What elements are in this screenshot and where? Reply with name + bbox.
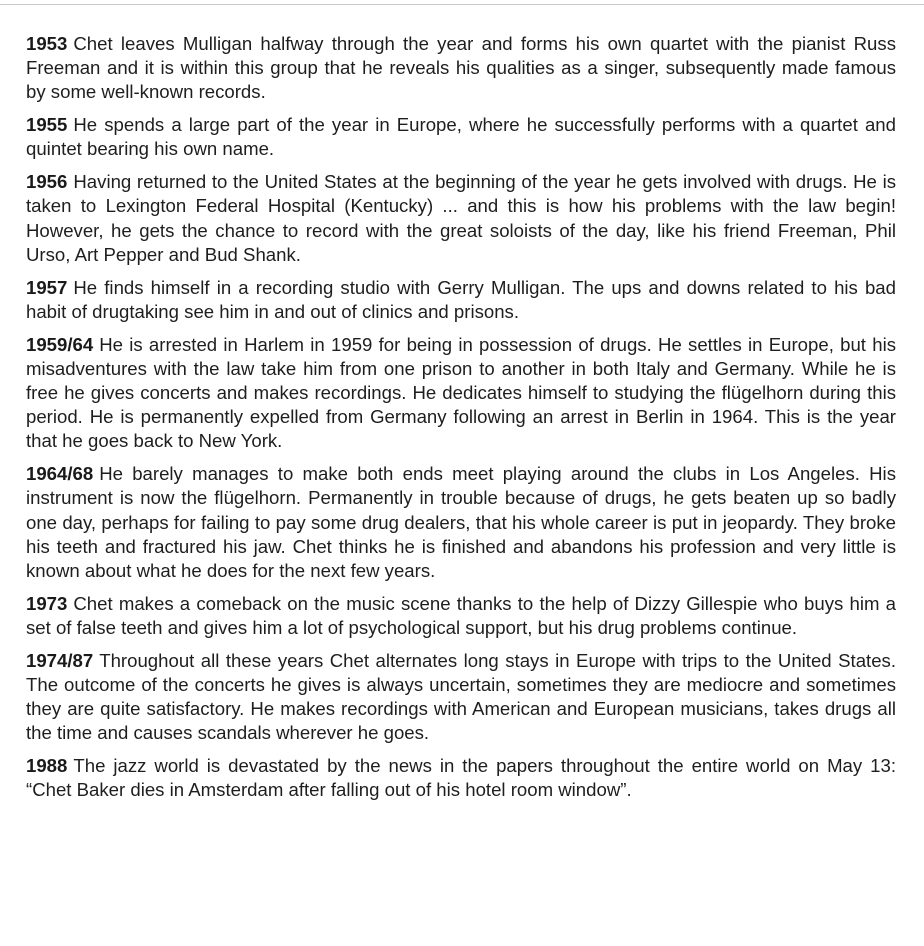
entry-1953 xyxy=(26,32,896,105)
entry-year: 1959/64 xyxy=(26,333,94,355)
entry-year: 1988 xyxy=(26,755,68,777)
top-border-line xyxy=(0,4,924,5)
entry-text: He finds himself in a recording studio with Gerry Mulligan. The ups and downs related to his bad habit of drugtaking see him in and out of clinics and prisons. xyxy=(26,276,896,322)
entry-1988 xyxy=(26,754,896,802)
entry-text: Chet makes a comeback on the music scene thanks to the help of Dizzy Gillespie who buys him a set of false teeth and gives him a lot of psychological support, but his drug problems continue. xyxy=(26,592,896,639)
chronology-text xyxy=(26,32,896,811)
entry-1964-68 xyxy=(26,462,896,583)
entry-1956 xyxy=(26,170,896,267)
entry-1959-64 xyxy=(26,333,896,454)
entry-year: 1956 xyxy=(26,171,68,193)
entry-text: The jazz world is devastated by the news in the papers throughout the entire world on May 13: “Chet Baker dies in Amsterdam after falling out of his hotel room window”. xyxy=(26,755,896,801)
entry-text: He is arrested in Harlem in 1959 for being in possession of drugs. He settles in Europe, but his misadventures with the law take him from one prison to another in both Italy and Germany. While he is free he gives concerts and makes recordings. He dedicates himself to studying the flügelhorn during this period. He is permanently expelled from Germany following an arrest in Berlin in 1964. This is the year that he goes back to New York. xyxy=(26,333,896,452)
entry-year: 1957 xyxy=(26,276,68,298)
entry-year: 1974/87 xyxy=(26,649,94,671)
entry-1957 xyxy=(26,276,896,324)
entry-text: Chet leaves Mulligan halfway through the year and forms his own quartet with the pianist Russ Freeman and it is within this group that he reveals his qualities as a singer, subsequently made famous by some well-known records. xyxy=(26,33,896,103)
entry-year: 1964/68 xyxy=(26,463,94,485)
entry-1955 xyxy=(26,113,896,161)
entry-text: He spends a large part of the year in Europe, where he successfully performs with a quartet and quintet bearing his own name. xyxy=(26,114,896,160)
entry-1974-87 xyxy=(26,649,896,746)
entry-1973 xyxy=(26,592,896,640)
entry-year: 1973 xyxy=(26,592,68,614)
entry-text: Having returned to the United States at the beginning of the year he gets involved with drugs. He is taken to Lexington Federal Hospital (Kentucky) ... and this is how his problems with the law begin! However, he gets the chance to record with the great soloists of the day, like his friend Freeman, Phil Urso, Art Pepper and Bud Shank. xyxy=(26,171,896,265)
entry-year: 1955 xyxy=(26,114,68,136)
entry-year: 1953 xyxy=(26,33,68,54)
entry-text: Throughout all these years Chet alternates long stays in Europe with trips to the United States. The outcome of the concerts he gives is always uncertain, sometimes they are mediocre and sometimes they are quite satisfactory. He makes recordings with American and European musicians, takes drugs all the time and causes scandals wherever he goes. xyxy=(26,649,896,744)
entry-text: He barely manages to make both ends meet playing around the clubs in Los Angeles. His instrument is now the flügelhorn. Permanently in trouble because of drugs, he gets beaten up so badly one day, perhaps for failing to pay some drug dealers, that his whole career is put in jeopardy. They broke his teeth and fractured his jaw. Chet thinks he is finished and abandons his profession and very little is known about what he does for the next few years. xyxy=(26,463,896,582)
